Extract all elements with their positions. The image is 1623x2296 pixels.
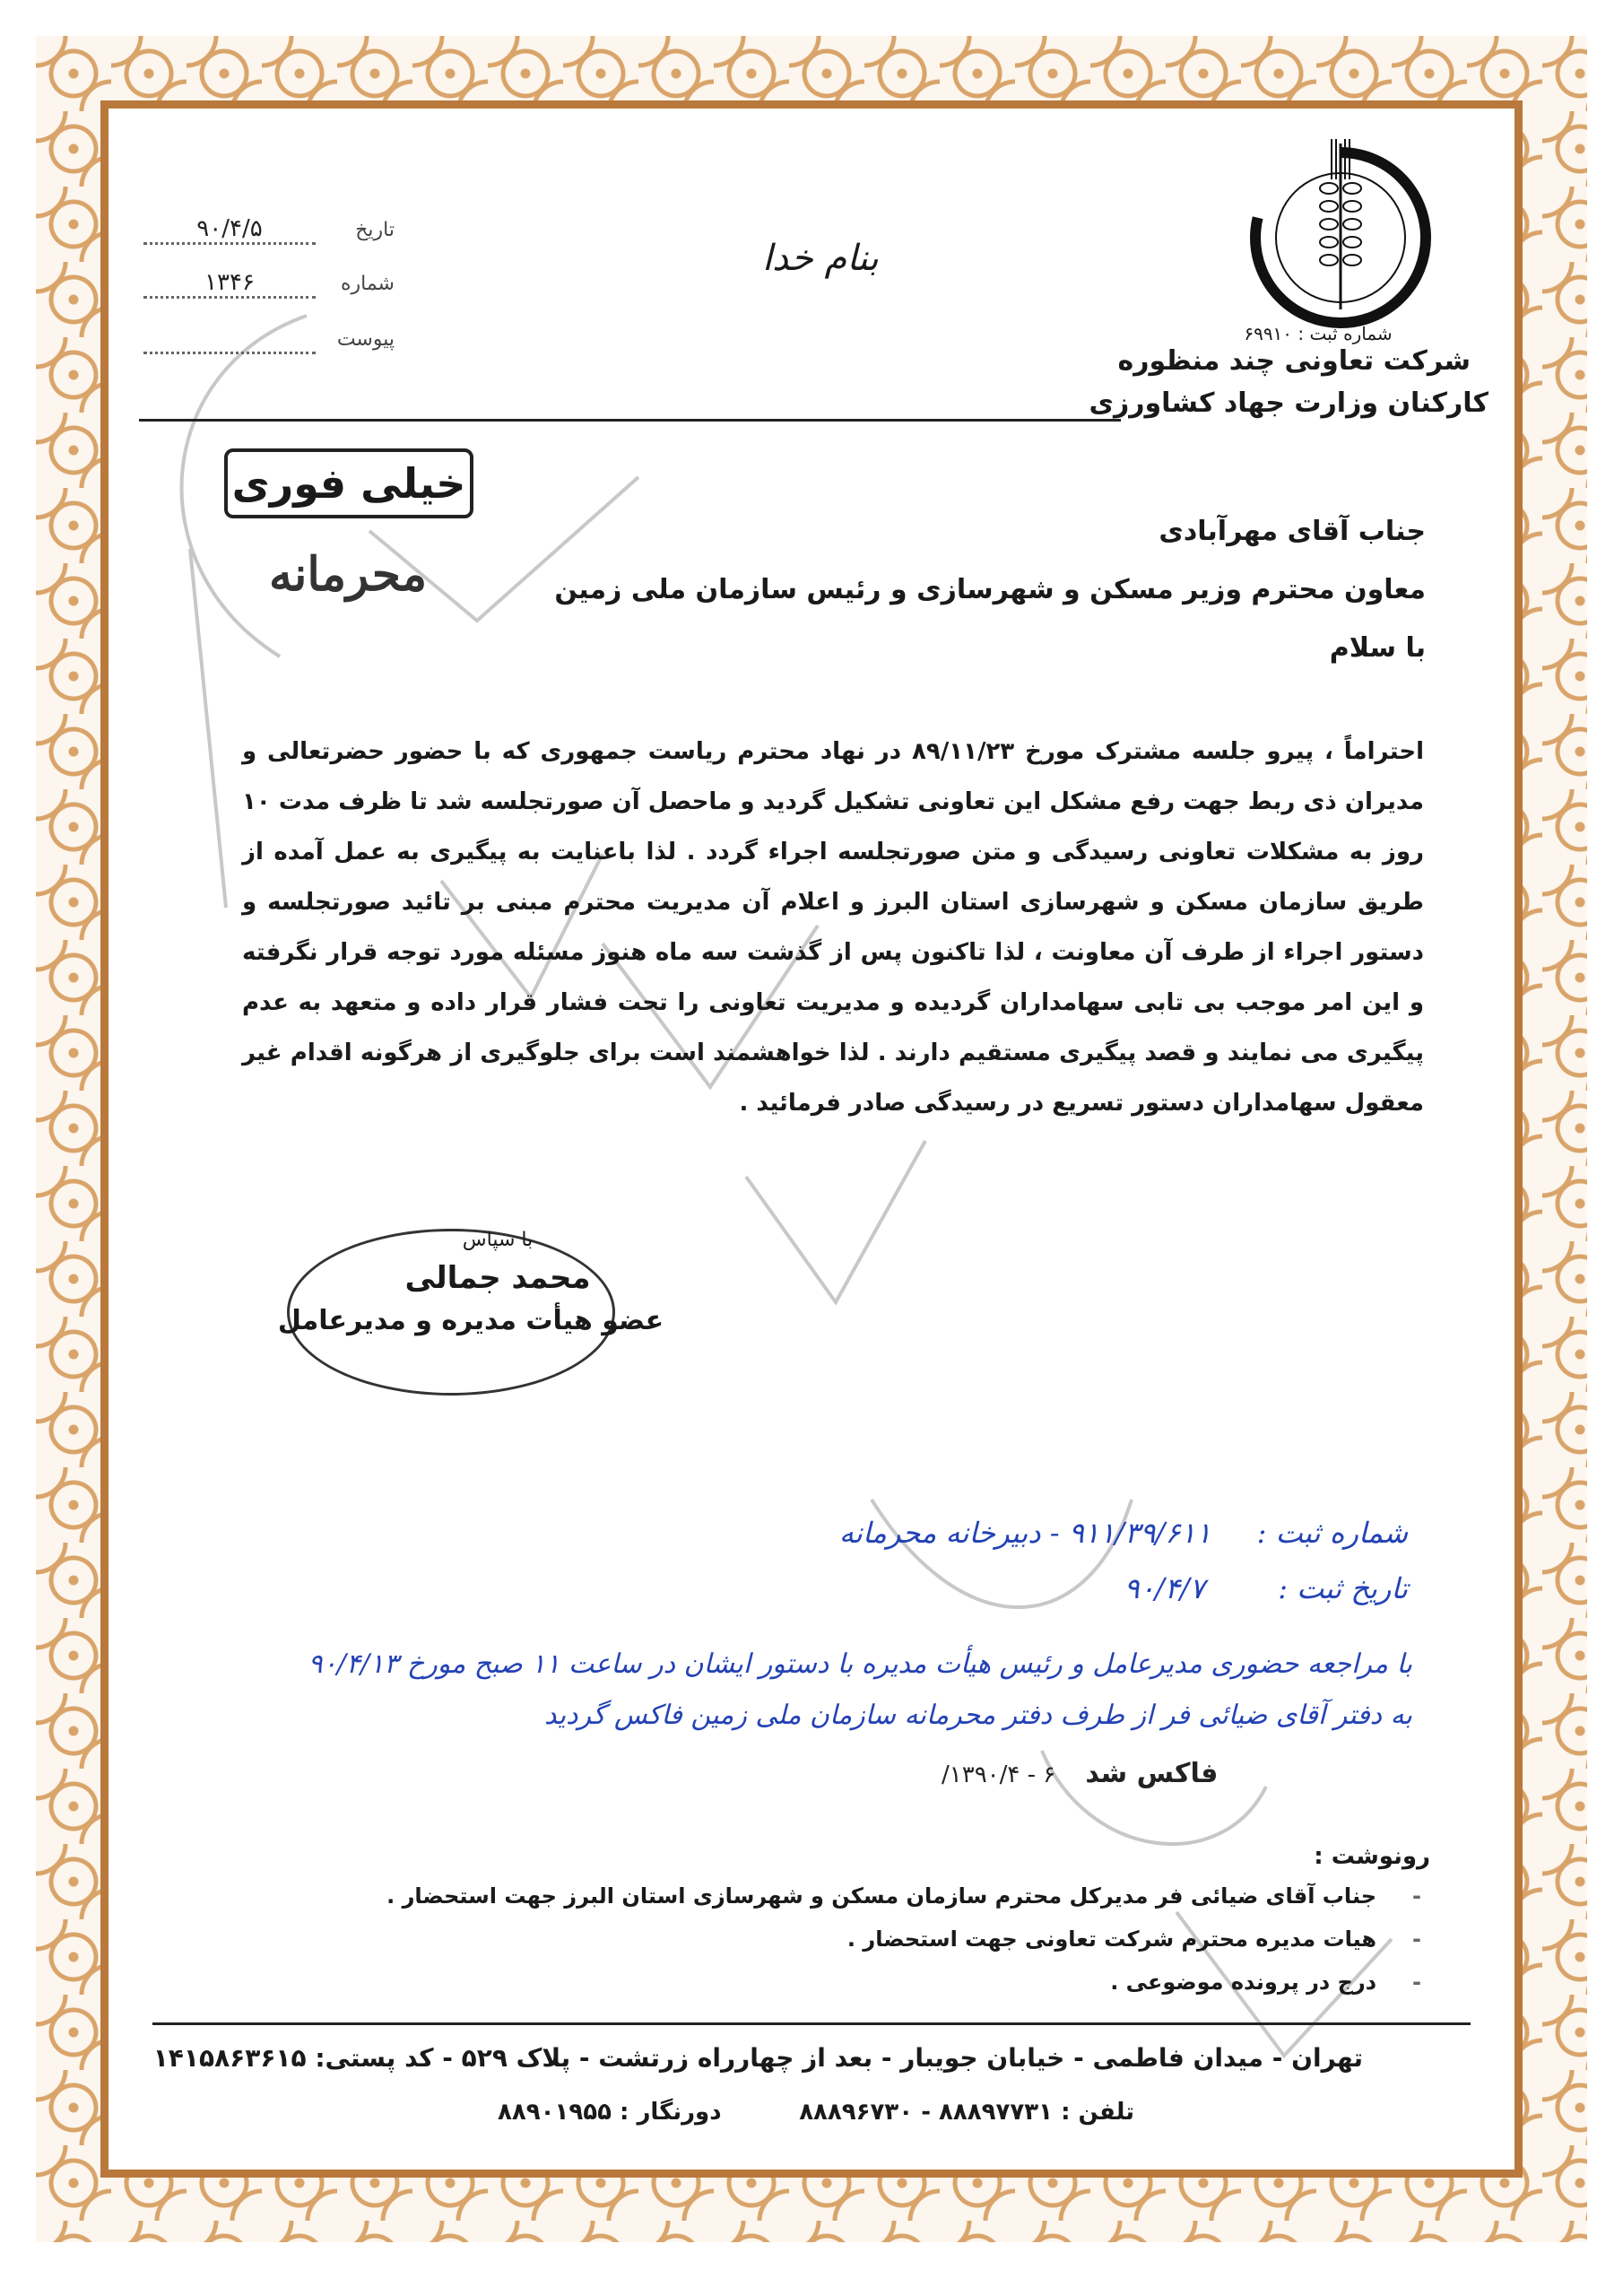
company-logo: [1228, 126, 1453, 332]
fax-number-label: دورنگار :: [620, 2099, 722, 2126]
registration-number: شماره ثبت : ۶۹۹۱۰: [1244, 323, 1393, 344]
reg-number-value: ۹۱۱/۳۹/۶۱۱ - دبیرخانه محرمانه: [838, 1516, 1211, 1550]
company-name-line-1: شرکت تعاونی چند منظوره: [1117, 345, 1471, 377]
number-label: شماره: [340, 273, 395, 295]
reg-date-label: تاریخ ثبت :: [1278, 1571, 1408, 1605]
header-divider: [139, 419, 1121, 422]
confidential-stamp: محرمانه: [269, 547, 428, 602]
reg-number-label: شماره ثبت :: [1256, 1516, 1408, 1550]
attachment-label: پیوست: [336, 328, 395, 351]
reg-date-value: ۹۰/۴/۷: [1124, 1571, 1205, 1605]
cc-item-text: درج در پرونده موضوعی .: [1110, 1970, 1377, 1995]
signer-title: عضو هیأت مدیره و مدیرعامل: [277, 1305, 664, 1336]
letter-body: احتراماً ، پیرو جلسه مشترک مورخ ۸۹/۱۱/۲۳ در نهاد محترم ریاست جمهوری که با حضور حضرتعالی و مدیران ذی ربط جهت رفع مشکل این تعاونی تشکیل گردید و ماحصل آن صورتجلسه شد تا ظرف مدت ۱۰ روز به مشکلات تعاونی رسیدگی و متن صورتجلسه اجراء گردد . لذا باعنایت به پیگیری به عمل آمده از طریق سازمان مسکن و شهرسازی استان البرز و اعلام آن مدیریت محترم مبنی بر تائید صورتجلسه و دستور اجراء از طرف آن معاونت ، لذا تاکنون پس از گذشت سه ماه هنوز مسئله مورد توجه قرار نگرفته و این امر موجب بی تابی سهامداران گردیده و مدیریت تعاونی را تحت فشار قرار داده و متعهد به عدم پیگیری می نمایند و قصد پیگیری مستقیم دارند . لذا خواهشمند است برای جلوگیری از هرگونه اقدام غیر معقول سهامداران دستور تسریع در رسیدگی صادر فرمائید .: [242, 738, 1424, 1117]
meta-date: [143, 215, 395, 245]
footer-address: تهران - میدان فاطمی - خیابان جویبار - بعد از چهارراه زرتشت - پلاک ۵۲۹ - کد پستی: ۱۴۱۵۸۶۳۶۱۵: [152, 2043, 1363, 2073]
urgent-stamp: خیلی فوری: [224, 448, 473, 518]
handwritten-note-line-2: به دفتر آقای ضیائی فر از طرف دفتر محرمانه سازمان ملی زمین فاکس گردید: [544, 1700, 1412, 1731]
cc-item: -هیات مدیره محترم شرکت تعاونی جهت استحضار .: [846, 1926, 1421, 1952]
cc-item-text: جناب آقای ضیائی فر مدیرکل محترم سازمان مسکن و شهرسازی استان البرز جهت استحضار .: [386, 1883, 1377, 1909]
footer-divider: [152, 2022, 1471, 2025]
addressee-name: جناب آقای مهرآبادی: [1159, 516, 1426, 547]
company-name-line-2: کارکنان وزارت جهاد کشاورزی: [1089, 387, 1488, 419]
handwritten-reg-number: [839, 1516, 1408, 1550]
meta-number: [143, 269, 395, 299]
fax-date: ۶ - ۱۳۹۰/۴/: [942, 1761, 1056, 1788]
basmala-heading: بنام خدا: [762, 238, 879, 279]
signer-name: محمد جمالی: [404, 1260, 591, 1296]
phone-value: ۸۸۸۹۷۷۳۱ - ۸۸۸۹۶۷۳۰: [799, 2099, 1053, 2126]
greeting: با سلام: [1329, 632, 1426, 664]
cc-item: -درج در پرونده موضوعی .: [1110, 1970, 1421, 1995]
attachment-value: [143, 325, 316, 354]
fax-label: فاکس شد: [1085, 1758, 1219, 1789]
phone-label: تلفن :: [1061, 2099, 1134, 2126]
fax-stamp: [942, 1758, 1218, 1789]
registration-value: ۶۹۹۱۰: [1244, 323, 1293, 344]
addressee-title: معاون محترم وزیر مسکن و شهرسازی و رئیس سازمان ملی زمین: [554, 574, 1426, 605]
cc-item: -جناب آقای ضیائی فر مدیرکل محترم سازمان مسکن و شهرسازی استان البرز جهت استحضار .: [386, 1883, 1421, 1909]
footer-fax: [498, 2099, 722, 2126]
date-label: تاریخ: [355, 219, 395, 241]
signature-block: [269, 1229, 673, 1336]
registration-label: شماره ثبت: [1309, 323, 1393, 344]
cc-title: رونوشت :: [1314, 1843, 1430, 1870]
handwritten-note-line-1: با مراجعه حضوری مدیرعامل و رئیس هیأت مدیره با دستور ایشان در ساعت ۱۱ صبح مورخ ۹۰/۴/۱۳: [308, 1648, 1412, 1680]
closing: با سپاس: [462, 1229, 534, 1251]
fax-number-value: ۸۸۹۰۱۹۵۵: [498, 2099, 612, 2126]
footer-phone: [799, 2099, 1134, 2126]
number-value: ۱۳۴۶: [143, 269, 316, 299]
handwritten-reg-date: [1124, 1571, 1408, 1605]
cc-item-text: هیات مدیره محترم شرکت تعاونی جهت استحضار .: [846, 1926, 1377, 1952]
date-value: ۹۰/۴/۵: [143, 215, 316, 245]
meta-attachment: [143, 325, 395, 354]
